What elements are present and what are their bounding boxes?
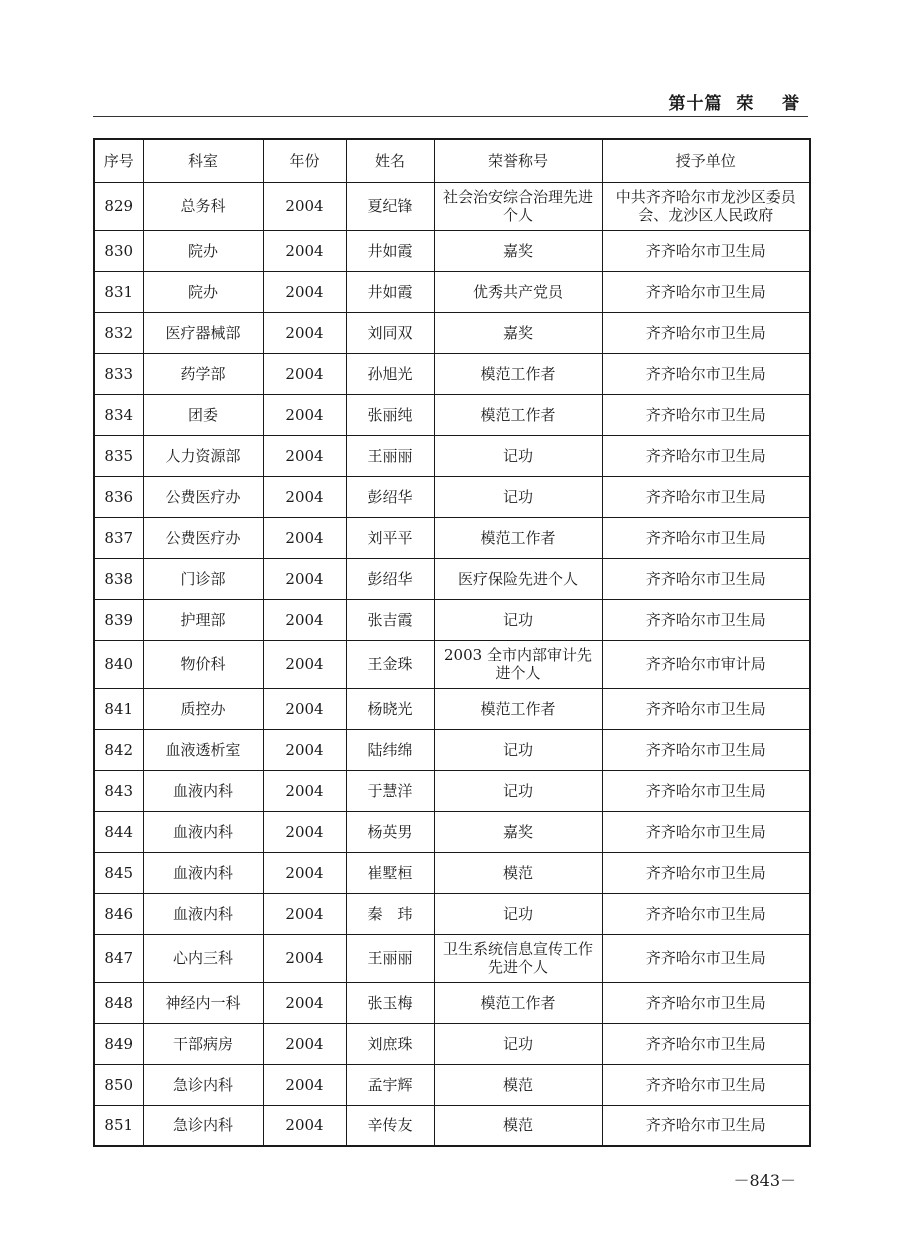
cell-index: 836	[94, 476, 143, 517]
cell-department: 心内三科	[143, 934, 263, 982]
cell-department: 干部病房	[143, 1023, 263, 1064]
cell-index: 841	[94, 688, 143, 729]
cell-year: 2004	[263, 688, 346, 729]
table-row	[94, 394, 810, 435]
cell-department: 血液内科	[143, 893, 263, 934]
cell-name: 杨英男	[346, 811, 434, 852]
page-number: －843－	[733, 1171, 796, 1190]
cell-department: 护理部	[143, 599, 263, 640]
table-row	[94, 353, 810, 394]
cell-honor: 优秀共产党员	[434, 271, 602, 312]
cell-year: 2004	[263, 517, 346, 558]
cell-year: 2004	[263, 394, 346, 435]
table-row	[94, 729, 810, 770]
cell-index: 846	[94, 893, 143, 934]
cell-awarding-unit: 齐齐哈尔市卫生局	[602, 230, 810, 271]
cell-name: 崔墅桓	[346, 852, 434, 893]
cell-department: 公费医疗办	[143, 517, 263, 558]
cell-year: 2004	[263, 934, 346, 982]
cell-awarding-unit: 齐齐哈尔市卫生局	[602, 271, 810, 312]
cell-honor: 模范	[434, 852, 602, 893]
cell-year: 2004	[263, 729, 346, 770]
cell-index: 832	[94, 312, 143, 353]
cell-name: 井如霞	[346, 271, 434, 312]
cell-index: 842	[94, 729, 143, 770]
cell-name: 张吉霞	[346, 599, 434, 640]
cell-department: 团委	[143, 394, 263, 435]
cell-index: 838	[94, 558, 143, 599]
header-cell-department: 科室	[143, 139, 263, 182]
cell-name: 王金珠	[346, 640, 434, 688]
cell-department: 急诊内科	[143, 1105, 263, 1146]
cell-awarding-unit: 齐齐哈尔市卫生局	[602, 599, 810, 640]
cell-honor: 模范工作者	[434, 982, 602, 1023]
cell-awarding-unit: 齐齐哈尔市卫生局	[602, 558, 810, 599]
cell-honor: 卫生系统信息宣传工作先进个人	[434, 934, 602, 982]
cell-index: 835	[94, 435, 143, 476]
cell-awarding-unit: 齐齐哈尔市卫生局	[602, 1105, 810, 1146]
table-row	[94, 852, 810, 893]
cell-name: 彭绍华	[346, 476, 434, 517]
table-row	[94, 517, 810, 558]
cell-honor: 记功	[434, 599, 602, 640]
cell-name: 孟宇辉	[346, 1064, 434, 1105]
cell-department: 门诊部	[143, 558, 263, 599]
cell-awarding-unit: 齐齐哈尔市卫生局	[602, 517, 810, 558]
cell-index: 851	[94, 1105, 143, 1146]
cell-awarding-unit: 齐齐哈尔市卫生局	[602, 934, 810, 982]
header-cell-awarding-unit: 授予单位	[602, 139, 810, 182]
table-row	[94, 271, 810, 312]
cell-department: 神经内一科	[143, 982, 263, 1023]
cell-index: 845	[94, 852, 143, 893]
cell-department: 公费医疗办	[143, 476, 263, 517]
table-row	[94, 982, 810, 1023]
cell-honor: 记功	[434, 476, 602, 517]
cell-year: 2004	[263, 182, 346, 230]
cell-department: 血液透析室	[143, 729, 263, 770]
cell-awarding-unit: 齐齐哈尔市卫生局	[602, 394, 810, 435]
cell-honor: 记功	[434, 435, 602, 476]
cell-name: 夏纪锋	[346, 182, 434, 230]
header-cell-honor: 荣誉称号	[434, 139, 602, 182]
table-row	[94, 312, 810, 353]
cell-index: 848	[94, 982, 143, 1023]
header-cell-index: 序号	[94, 139, 143, 182]
cell-name: 张玉梅	[346, 982, 434, 1023]
table-header-row	[94, 139, 810, 182]
cell-name: 刘同双	[346, 312, 434, 353]
cell-index: 840	[94, 640, 143, 688]
cell-year: 2004	[263, 1105, 346, 1146]
table-row	[94, 599, 810, 640]
cell-honor: 嘉奖	[434, 312, 602, 353]
cell-department: 院办	[143, 271, 263, 312]
cell-awarding-unit: 齐齐哈尔市卫生局	[602, 353, 810, 394]
section-title: 第十篇 荣 誉	[668, 94, 800, 114]
cell-department: 总务科	[143, 182, 263, 230]
cell-index: 849	[94, 1023, 143, 1064]
cell-department: 血液内科	[143, 852, 263, 893]
honors-table	[93, 138, 811, 1147]
cell-name: 王丽丽	[346, 435, 434, 476]
cell-year: 2004	[263, 640, 346, 688]
cell-index: 834	[94, 394, 143, 435]
cell-department: 血液内科	[143, 770, 263, 811]
table-row	[94, 1023, 810, 1064]
cell-honor: 模范工作者	[434, 353, 602, 394]
table-row	[94, 182, 810, 230]
cell-department: 质控办	[143, 688, 263, 729]
table-row	[94, 1105, 810, 1146]
cell-year: 2004	[263, 1064, 346, 1105]
cell-department: 血液内科	[143, 811, 263, 852]
table-row	[94, 893, 810, 934]
cell-year: 2004	[263, 476, 346, 517]
cell-department: 医疗器械部	[143, 312, 263, 353]
cell-honor: 模范工作者	[434, 688, 602, 729]
cell-name: 井如霞	[346, 230, 434, 271]
cell-department: 院办	[143, 230, 263, 271]
table-row	[94, 934, 810, 982]
header-cell-year: 年份	[263, 139, 346, 182]
cell-name: 彭绍华	[346, 558, 434, 599]
table-row	[94, 558, 810, 599]
table-row	[94, 640, 810, 688]
cell-awarding-unit: 齐齐哈尔市卫生局	[602, 312, 810, 353]
cell-index: 830	[94, 230, 143, 271]
cell-year: 2004	[263, 435, 346, 476]
cell-index: 833	[94, 353, 143, 394]
cell-honor: 记功	[434, 893, 602, 934]
cell-name: 刘平平	[346, 517, 434, 558]
cell-index: 847	[94, 934, 143, 982]
cell-awarding-unit: 齐齐哈尔市卫生局	[602, 893, 810, 934]
table-row	[94, 1064, 810, 1105]
cell-index: 844	[94, 811, 143, 852]
cell-name: 辛传友	[346, 1105, 434, 1146]
table-row	[94, 811, 810, 852]
cell-year: 2004	[263, 982, 346, 1023]
cell-honor: 记功	[434, 729, 602, 770]
cell-name: 陆纬绵	[346, 729, 434, 770]
cell-year: 2004	[263, 271, 346, 312]
cell-year: 2004	[263, 811, 346, 852]
cell-year: 2004	[263, 893, 346, 934]
cell-awarding-unit: 齐齐哈尔市卫生局	[602, 811, 810, 852]
cell-index: 850	[94, 1064, 143, 1105]
cell-department: 物价科	[143, 640, 263, 688]
cell-awarding-unit: 齐齐哈尔市卫生局	[602, 982, 810, 1023]
cell-department: 人力资源部	[143, 435, 263, 476]
header-divider	[93, 116, 808, 117]
cell-year: 2004	[263, 852, 346, 893]
cell-honor: 医疗保险先进个人	[434, 558, 602, 599]
table-row	[94, 435, 810, 476]
cell-index: 839	[94, 599, 143, 640]
cell-name: 张丽纯	[346, 394, 434, 435]
table-row	[94, 230, 810, 271]
cell-awarding-unit: 齐齐哈尔市审计局	[602, 640, 810, 688]
cell-awarding-unit: 齐齐哈尔市卫生局	[602, 770, 810, 811]
cell-name: 秦 玮	[346, 893, 434, 934]
cell-honor: 嘉奖	[434, 811, 602, 852]
cell-index: 843	[94, 770, 143, 811]
cell-name: 杨晓光	[346, 688, 434, 729]
cell-name: 孙旭光	[346, 353, 434, 394]
cell-year: 2004	[263, 1023, 346, 1064]
cell-awarding-unit: 齐齐哈尔市卫生局	[602, 729, 810, 770]
cell-awarding-unit: 齐齐哈尔市卫生局	[602, 852, 810, 893]
cell-department: 药学部	[143, 353, 263, 394]
cell-awarding-unit: 齐齐哈尔市卫生局	[602, 1064, 810, 1105]
cell-awarding-unit: 齐齐哈尔市卫生局	[602, 435, 810, 476]
cell-year: 2004	[263, 558, 346, 599]
cell-honor: 模范	[434, 1105, 602, 1146]
cell-index: 829	[94, 182, 143, 230]
cell-awarding-unit: 齐齐哈尔市卫生局	[602, 688, 810, 729]
cell-honor: 社会治安综合治理先进个人	[434, 182, 602, 230]
cell-year: 2004	[263, 353, 346, 394]
cell-year: 2004	[263, 770, 346, 811]
cell-name: 于慧洋	[346, 770, 434, 811]
cell-index: 837	[94, 517, 143, 558]
cell-awarding-unit: 齐齐哈尔市卫生局	[602, 476, 810, 517]
table-row	[94, 688, 810, 729]
cell-honor: 模范工作者	[434, 394, 602, 435]
cell-honor: 2003 全市内部审计先进个人	[434, 640, 602, 688]
cell-name: 王丽丽	[346, 934, 434, 982]
cell-awarding-unit: 齐齐哈尔市卫生局	[602, 1023, 810, 1064]
cell-year: 2004	[263, 599, 346, 640]
cell-honor: 模范工作者	[434, 517, 602, 558]
table-row	[94, 770, 810, 811]
cell-honor: 记功	[434, 770, 602, 811]
cell-honor: 嘉奖	[434, 230, 602, 271]
cell-honor: 模范	[434, 1064, 602, 1105]
header-cell-name: 姓名	[346, 139, 434, 182]
table-body	[94, 182, 810, 1146]
cell-honor: 记功	[434, 1023, 602, 1064]
cell-year: 2004	[263, 230, 346, 271]
cell-awarding-unit: 中共齐齐哈尔市龙沙区委员会、龙沙区人民政府	[602, 182, 810, 230]
table-row	[94, 476, 810, 517]
cell-year: 2004	[263, 312, 346, 353]
cell-name: 刘庶珠	[346, 1023, 434, 1064]
cell-index: 831	[94, 271, 143, 312]
cell-department: 急诊内科	[143, 1064, 263, 1105]
